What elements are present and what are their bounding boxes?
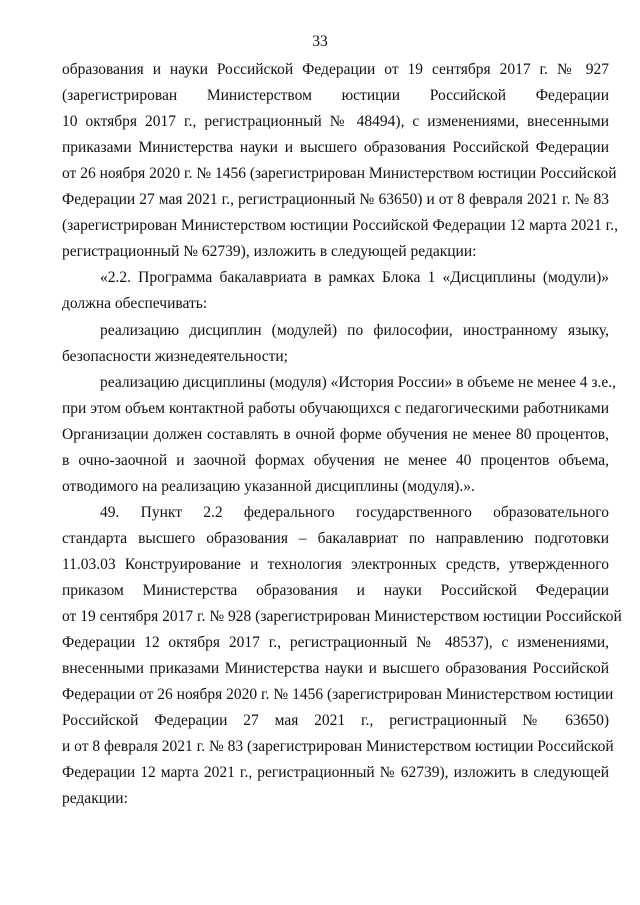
text-line: стандарта высшего образования – бакалавриат по направлению подготовки	[62, 530, 609, 547]
text-line: Федерации 12 октября 2017 г., регистрационный № 48537), с изменениями,	[62, 634, 609, 651]
text-line: от 19 сентября 2017 г. № 928 (зарегистрирован Министерством юстиции Российской	[62, 608, 622, 625]
text-line: редакции:	[62, 790, 128, 807]
paragraph-first-line: реализацию дисциплин (модулей) по философии, иностранному языку,	[100, 322, 609, 339]
text-line: (зарегистрирован Министерством юстиции Российской Федерации	[62, 87, 609, 104]
text-line: 11.03.03 Конструирование и технология электронных средств, утвержденного	[62, 556, 609, 573]
text-line: (зарегистрирован Министерством юстиции Российской Федерации 12 марта 2021 г.,	[62, 217, 619, 234]
text-line: должна обеспечивать:	[62, 295, 208, 312]
text-line: регистрационный № 62739), изложить в следующей редакции:	[62, 243, 477, 260]
text-line: Федерации 27 мая 2021 г., регистрационный № 63650) и от 8 февраля 2021 г. № 83	[62, 191, 609, 208]
text-line: приказами Министерства науки и высшего образования Российской Федерации	[62, 139, 609, 156]
text-line: в очно-заочной и заочной формах обучения не менее 40 процентов объема,	[62, 452, 609, 469]
text-line: Организации должен составлять в очной форме обучения не менее 80 процентов,	[62, 426, 609, 443]
text-line: и от 8 февраля 2021 г. № 83 (зарегистрирован Министерством юстиции Российской	[62, 738, 614, 755]
page-number: 33	[312, 33, 328, 50]
text-line: Федерации 12 марта 2021 г., регистрационный № 62739), изложить в следующей	[62, 764, 609, 781]
paragraph-first-line: 49. Пункт 2.2 федерального государственного образовательного	[100, 504, 609, 521]
text-line: Федерации от 26 ноября 2020 г. № 1456 (зарегистрирован Министерством юстиции	[62, 686, 614, 703]
text-line: образования и науки Российской Федерации от 19 сентября 2017 г. № 927	[62, 61, 609, 78]
text-line: при этом объем контактной работы обучающихся с педагогическими работниками	[62, 400, 609, 417]
text-line: приказом Министерства образования и науки Российской Федерации	[62, 582, 609, 599]
text-line: безопасности жизнедеятельности;	[62, 348, 288, 365]
paragraph-first-line: «2.2. Программа бакалавриата в рамках Блока 1 «Дисциплины (модули)»	[100, 269, 609, 286]
text-line: отводимого на реализацию указанной дисциплины (модуля).».	[62, 478, 475, 495]
text-line: от 26 ноября 2020 г. № 1456 (зарегистрирован Министерством юстиции Российской	[62, 165, 617, 182]
paragraph-first-line: реализацию дисциплины (модуля) «История России» в объеме не менее 4 з.е.,	[100, 374, 616, 391]
text-line: Российской Федерации 27 мая 2021 г., регистрационный № 63650)	[62, 712, 609, 729]
text-line: внесенными приказами Министерства науки и высшего образования Российской	[62, 660, 609, 677]
text-line: 10 октября 2017 г., регистрационный № 48494), с изменениями, внесенными	[62, 113, 609, 130]
